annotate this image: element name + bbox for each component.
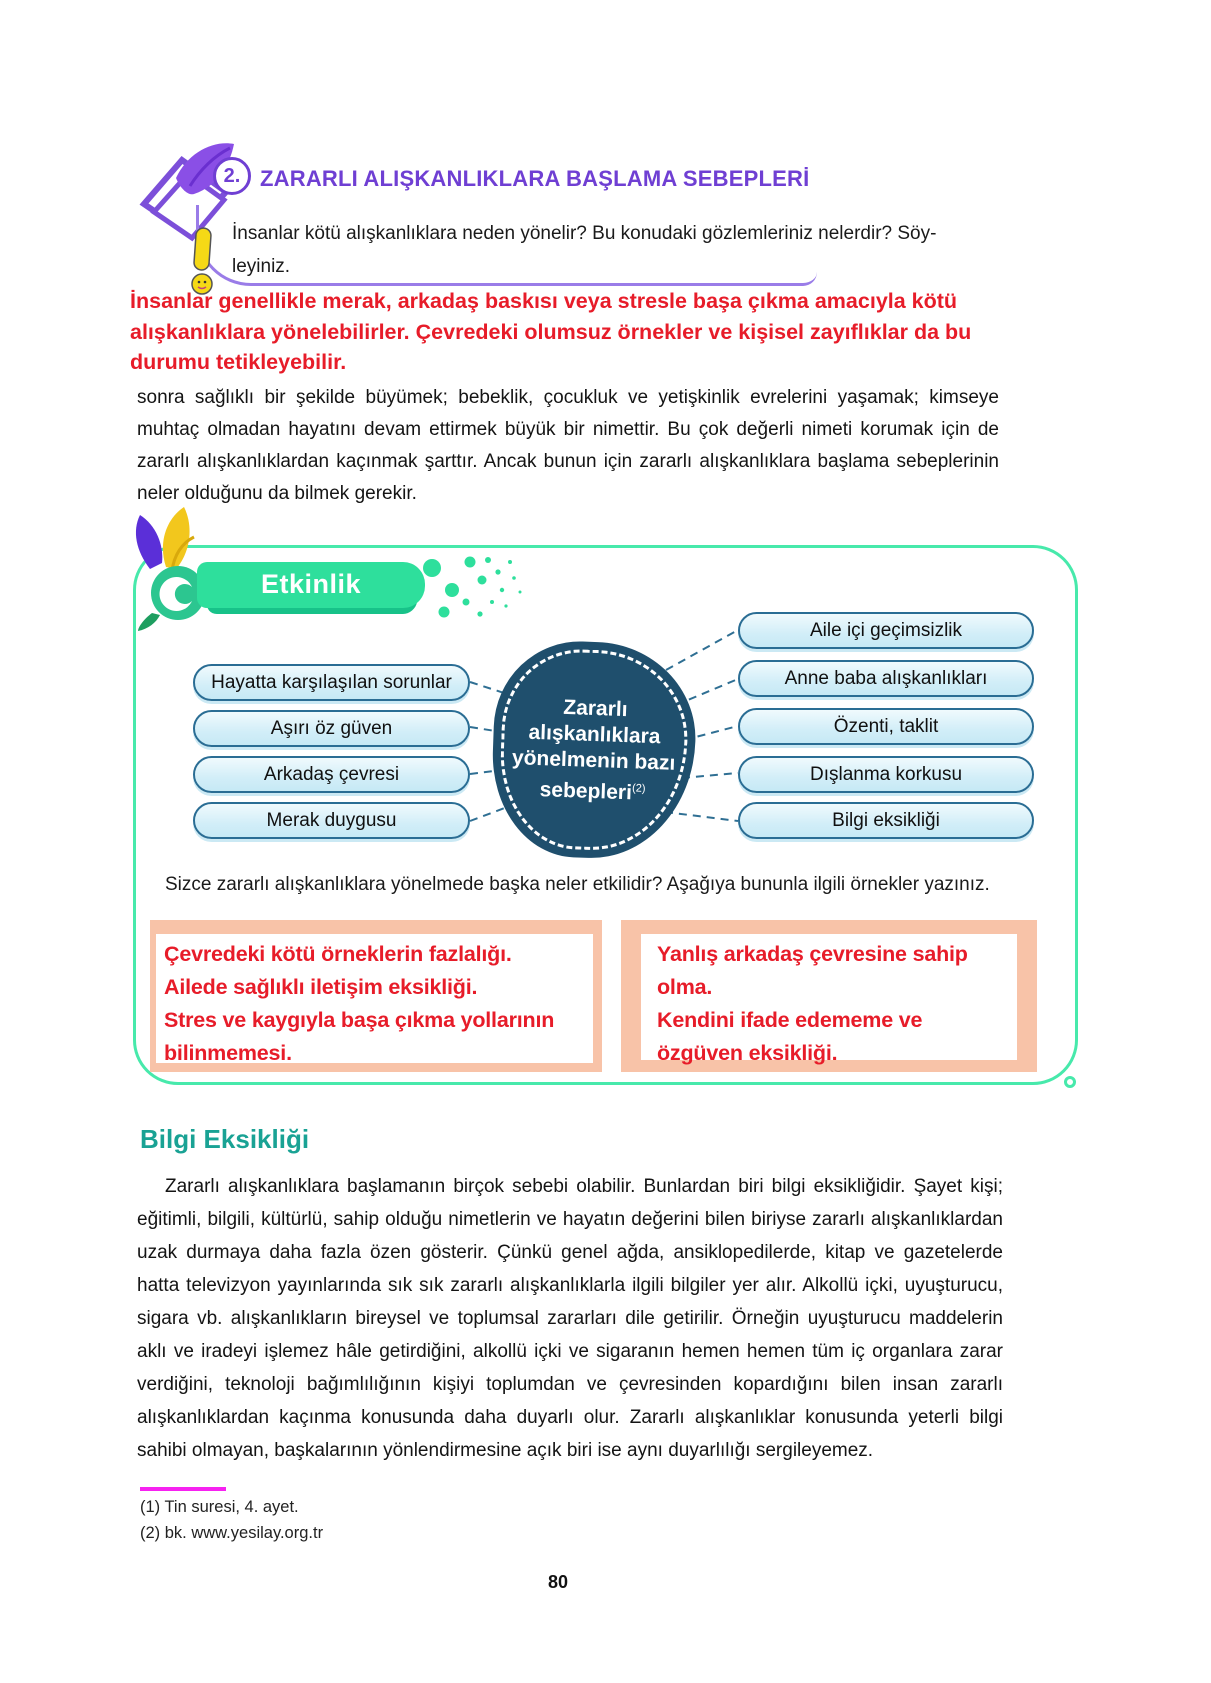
- cause-bubble: Aşırı öz güven: [193, 710, 470, 747]
- answer-box-left-inner: [156, 934, 593, 1063]
- answer-box-left: [150, 920, 602, 1072]
- diagram-center-node: [489, 639, 698, 862]
- cause-bubble: Özenti, taklit: [738, 708, 1034, 745]
- activity-prompt: Sizce zararlı alışkanlıklara yönelmede başka neler etkilidir? Aşağıya bununla ilgili örnekler yazınız.: [165, 874, 990, 895]
- answer-left-text: [164, 938, 554, 1070]
- lead-question-line1: İnsanlar kötü alışkanlıklara neden yönelir? Bu konudaki gözlemleriniz nelerdir? Söy-: [232, 223, 937, 244]
- cause-bubble: Dışlanma korkusu: [738, 756, 1034, 793]
- answer-line: Yanlış arkadaş çevresine sahip: [657, 942, 968, 966]
- section-body: Zararlı alışkanlıklara başlamanın birçok sebebi olabilir. Bunlardan biri bilgi eksikliğidir. Şayet kişi; eğitimli, bilgili, kültürlü, sahip olduğu nimetlerin ve hayatın değerini bilen biriyse zararlı alışkanlıklardan uzak durmaya daha fazla özen gösterir. Çünkü genel ağda, ansiklopedilerde, kitap ve gazetelerde hatta televizyon yayınlarında sık sık zararlı alışkanlıklarla ilgili bilgiler yer alır. Alkollü içki, uyuşturucu, sigara vb. alışkanlıkların bireysel ve toplumsal zararları dile getirilir. Örneğin uyuşturucu maddelerin aklı ve iradeyi işlemez hâle getirdiğini, alkollü içki ve sigaranın hemen hemen tüm iç organlara zarar verdiğini, teknoloji bağımlılığının kişiyi toplumdan ve çevresinden kopardığını bilen insan zararlı alışkanlıklardan kaçınma konusunda daha duyarlı olur. Zararlı alışkanlıklar konusunda yeterli bilgi sahibi olmayan, başkalarının yönlendirmesine açık biri ise aynı duyarlılığı sergileyemez.: [137, 1176, 1003, 1461]
- answer-line: bilinmemesi.: [164, 1041, 292, 1065]
- center-label-footnote-ref: (2): [631, 781, 646, 795]
- footnote: (2) bk. www.yesilay.org.tr: [140, 1524, 324, 1542]
- cause-bubble: Aile içi geçimsizlik: [738, 612, 1034, 649]
- lead-question-line2: leyiniz.: [232, 256, 291, 277]
- answer-line: Kendini ifade edememe ve: [657, 1008, 923, 1032]
- diagram-center-label: [489, 639, 698, 862]
- page-number: 80: [548, 1572, 569, 1592]
- answer-line: olma.: [657, 975, 713, 999]
- frame-end-ring: [1064, 1076, 1076, 1088]
- cause-bubble: Anne baba alışkanlıkları: [738, 660, 1034, 697]
- answer-line: özgüven eksikliği.: [657, 1041, 838, 1065]
- page-title: ZARARLI ALIŞKANLIKLARA BAŞLAMA SEBEPLERİ: [260, 166, 810, 191]
- footnote-divider: [140, 1487, 226, 1491]
- typed-answer-text: İnsanlar genellikle merak, arkadaş baskısı veya stresle başa çıkma amacıyla kötü alışkanlıklara yönelebilirler. Çevredeki olumsuz örnekler ve kişisel zayıflıklar da bu durumu tetikleyebilir.: [130, 289, 972, 374]
- lead-question: [232, 217, 1002, 283]
- intro-paragraph: sonra sağlıklı bir şekilde büyümek; bebeklik, çocukluk ve yetişkinlik evrelerini yaşamak; kimseye muhtaç olmadan hayatını devam ettirmek büyük bir nimettir. Bu çok değerli nimeti korumak için de zararlı alışkanlıklardan kaçınmak şarttır. Ancak bunun için zararlı alışkanlıklara başlama sebeplerinin neler olduğunu da bilmek gerekir.: [137, 387, 999, 504]
- cause-bubble: Hayatta karşılaşılan sorunlar: [193, 664, 470, 701]
- cause-bubble: Arkadaş çevresi: [193, 756, 470, 793]
- section-number: 2.: [213, 157, 251, 195]
- answer-line: Stres ve kaygıyla başa çıkma yollarının: [164, 1008, 555, 1032]
- footnote: (1) Tin suresi, 4. ayet.: [140, 1498, 299, 1516]
- activity-badge: Etkinlik: [197, 562, 425, 608]
- center-label-text: Zararlı alışkanlıklara yönelmenin bazı sebepleri: [511, 695, 676, 804]
- answer-right-text: [657, 938, 968, 1070]
- cause-bubble: Merak duygusu: [193, 802, 470, 839]
- answer-line: Çevredeki kötü örneklerin fazlalığı.: [164, 942, 512, 966]
- answer-box-right: [621, 920, 1037, 1072]
- answer-box-right-inner: [641, 934, 1017, 1065]
- section-heading: Bilgi Eksikliği: [140, 1124, 310, 1154]
- answer-line: Ailede sağlıklı iletişim eksikliği.: [164, 975, 478, 999]
- cause-bubble: Bilgi eksikliği: [738, 802, 1034, 839]
